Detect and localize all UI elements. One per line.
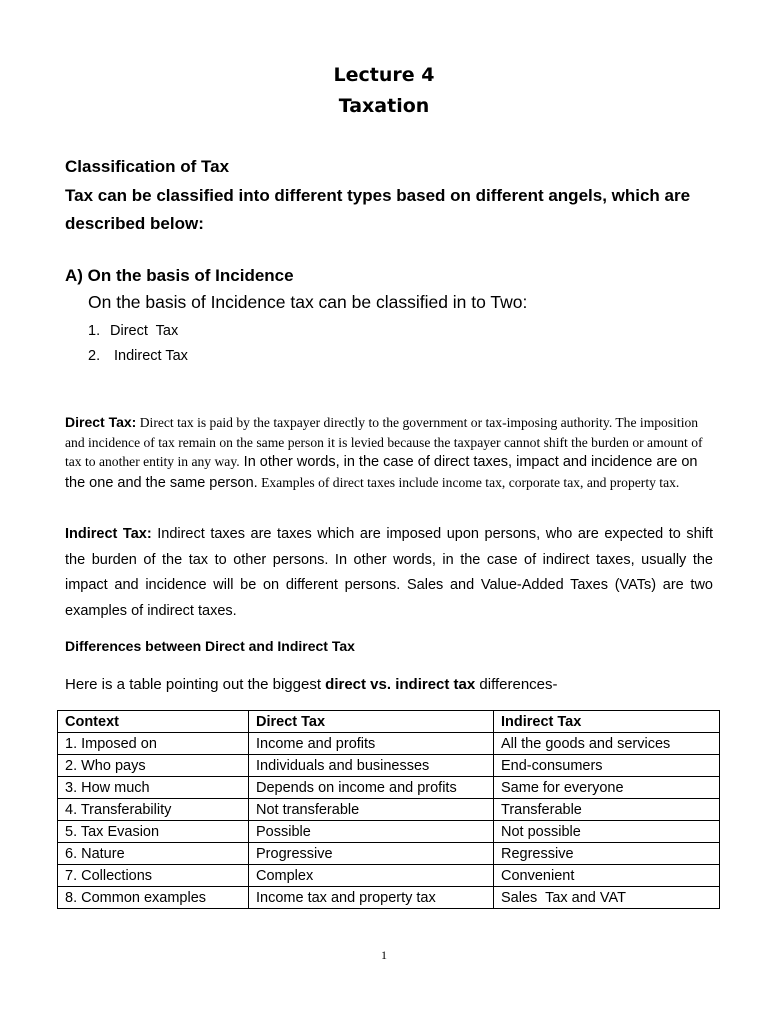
table-cell: Depends on income and profits [249,777,494,799]
classification-heading: Classification of Tax [65,157,230,176]
indirect-tax-term: Indirect Tax: [65,526,152,542]
table-cell: Income and profits [249,733,494,755]
table-cell: Progressive [249,843,494,865]
incidence-list [88,319,188,369]
table-cell: 7. Collections [58,865,249,887]
topic-title: Taxation [338,95,430,117]
table-row [58,777,720,799]
table-cell: All the goods and services [494,733,720,755]
indirect-tax-paragraph [65,522,713,624]
list-item-number: 2. [88,348,101,364]
table-intro-text: Here is a table pointing out the biggest [65,676,326,693]
table-header-row [58,711,720,733]
list-item-label: Indirect Tax [110,348,188,364]
table-cell: Regressive [494,843,720,865]
table-cell: Individuals and businesses [249,755,494,777]
table-cell: 5. Tax Evasion [58,821,249,843]
classification-intro: Tax can be classified into different types based on different angels, which are described below: [65,186,691,233]
column-header-indirect-tax: Indirect Tax [494,711,720,733]
table-cell: Not possible [494,821,720,843]
table-cell: Transferable [494,799,720,821]
table-cell: Income tax and property tax [249,887,494,909]
table-intro-bold: direct vs. indirect tax [325,676,476,693]
table-row [58,799,720,821]
table-cell: 1. Imposed on [58,733,249,755]
differences-heading: Differences between Direct and Indirect Tax [65,638,355,654]
section-a-heading: A) On the basis of Incidence [65,266,294,285]
table-intro [65,676,558,693]
direct-tax-term: Direct Tax: [65,414,137,430]
indirect-tax-text: Indirect taxes are taxes which are imposed upon persons, who are expected to shift the burden of the tax to other persons. In other words, in the case of indirect taxes, usually the impact and incidence will be on different persons. Sales and Value-Added Taxes (VATs) are two examples of indirect taxes. [65,526,713,619]
table-row [58,821,720,843]
table-cell: 8. Common examples [58,887,249,909]
table-cell: 2. Who pays [58,755,249,777]
table-cell: End-consumers [494,755,720,777]
table-cell: Complex [249,865,494,887]
differences-table [57,710,720,909]
table-cell: Not transferable [249,799,494,821]
table-cell: Sales Tax and VAT [494,887,720,909]
table-row [58,733,720,755]
page-number: 1 [381,948,387,962]
list-item [88,344,188,369]
table-cell: Same for everyone [494,777,720,799]
table-row [58,755,720,777]
direct-tax-text-1: Direct tax is paid by the taxpayer directly to the government or tax-imposing authority. The imposition and incidence of tax remain on the same person it is levied because the taxpayer cannot shift the burden or amount of tax to another entity in any way. [65,415,703,469]
section-a-subtitle: On the basis of Incidence tax can be classified in to Two: [88,292,528,312]
lecture-title: Lecture 4 [333,64,435,86]
table-row [58,865,720,887]
direct-tax-text-2: In other words, in the case of direct taxes, impact and incidence are on the one and the same person. [65,454,698,491]
table-row [58,843,720,865]
list-item-number: 1. [88,323,101,339]
table-cell: 6. Nature [58,843,249,865]
list-item-label: Direct Tax [110,323,179,339]
table-intro-tail: differences- [475,676,558,693]
table-cell: 4. Transferability [58,799,249,821]
table-cell: 3. How much [58,777,249,799]
column-header-context: Context [58,711,249,733]
list-item [88,319,188,344]
table-row [58,887,720,909]
direct-tax-text-3: Examples of direct taxes include income tax, corporate tax, and property tax. [257,474,680,490]
table-cell: Possible [249,821,494,843]
column-header-direct-tax: Direct Tax [249,711,494,733]
direct-tax-paragraph [65,413,713,493]
table-cell: Convenient [494,865,720,887]
